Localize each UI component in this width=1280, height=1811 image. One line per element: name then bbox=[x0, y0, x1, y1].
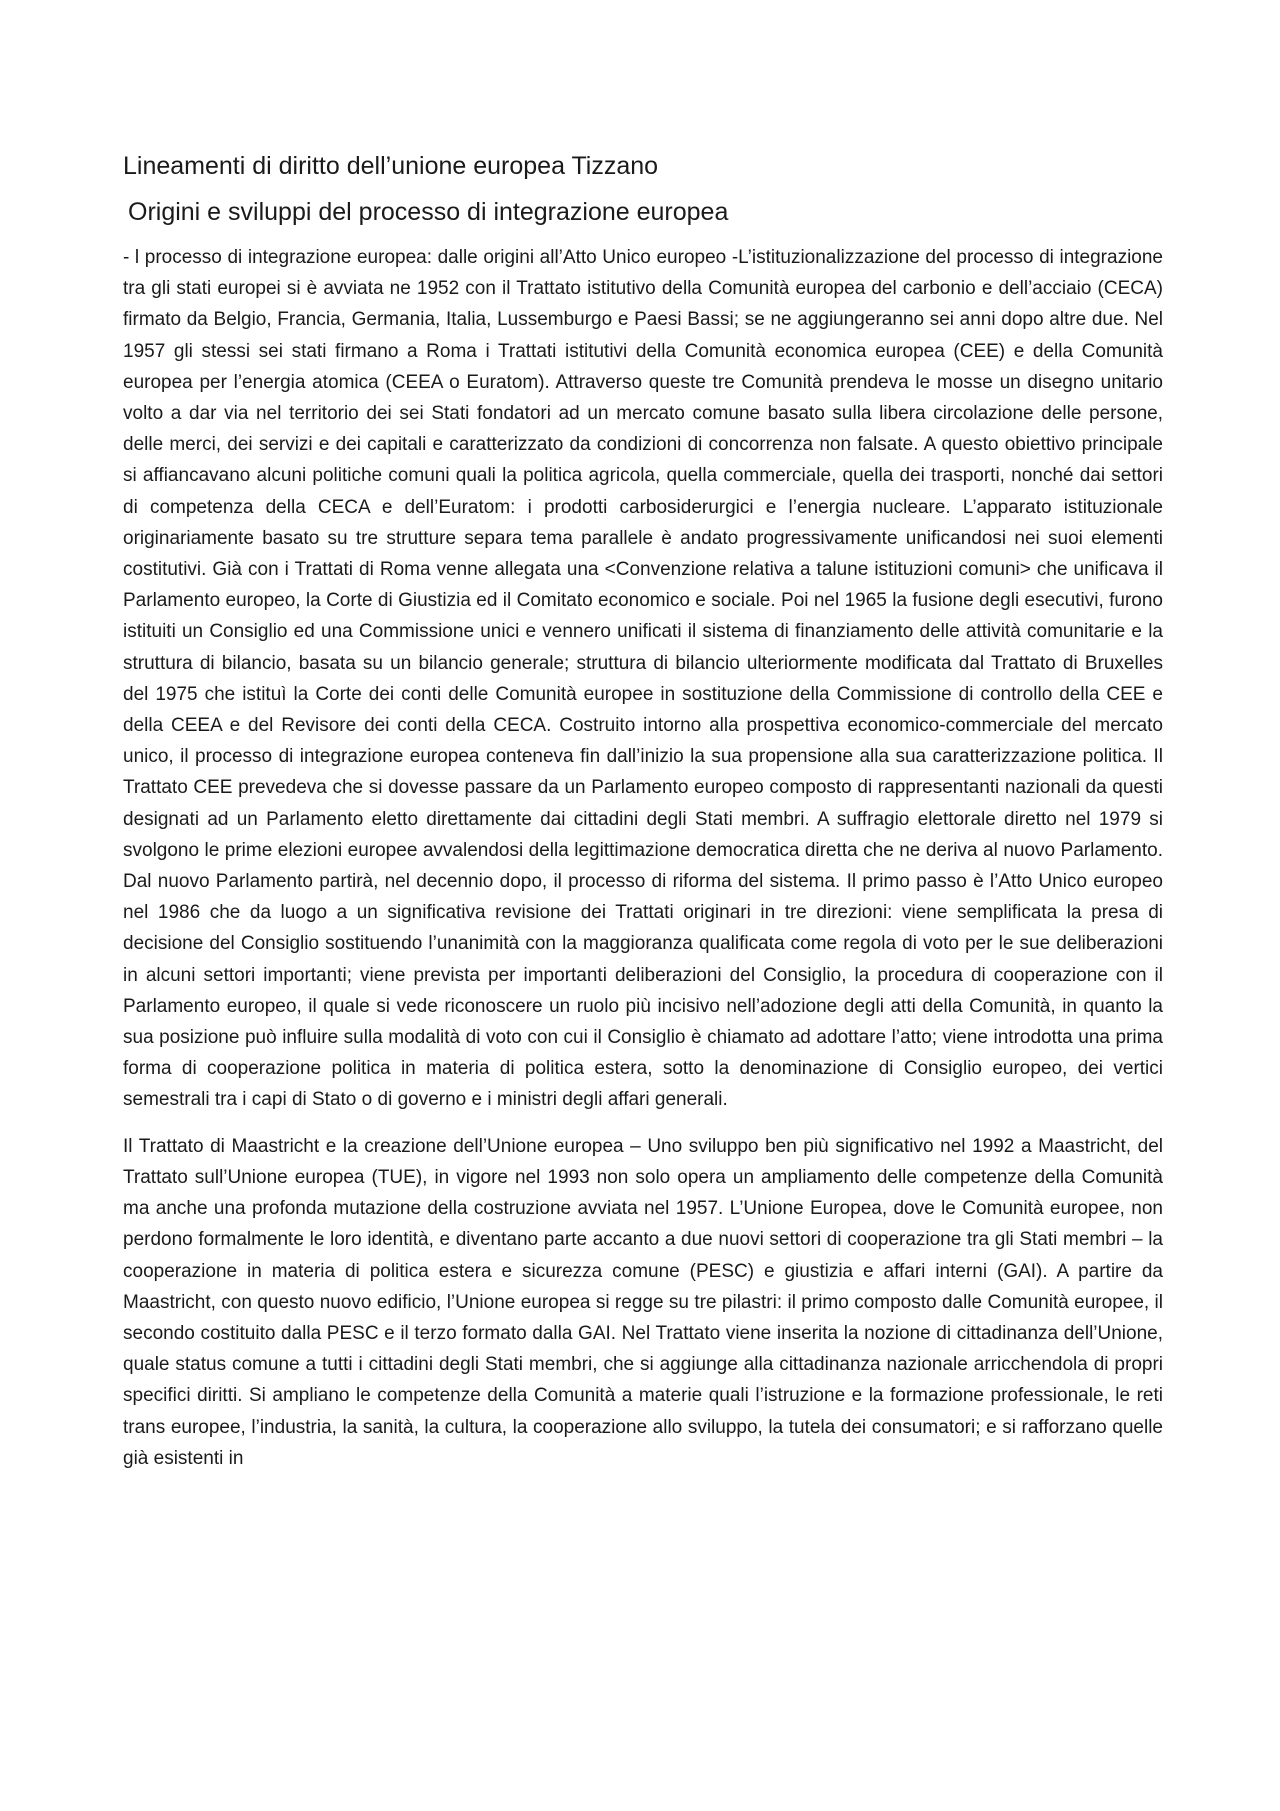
document-subtitle: Origini e sviluppi del processo di integrazione europea bbox=[128, 198, 729, 226]
paragraph-atto-unico: - l processo di integrazione europea: dalle origini all’Atto Unico europeo -L’istituzionalizzazione del processo di integrazione tra gli stati europei si è avviata ne 1952 con il Trattato istitutivo della Comunità europea del carbonio e dell’acciaio (CECA) firmato da Belgio, Francia, Germania, Italia, Lussemburgo e Paesi Bassi; se ne aggiungeranno sei anni dopo altre due. Nel 1957 gli stessi sei stati firmano a Roma i Trattati istitutivi della Comunità economica europea (CEE) e della Comunità europea per l’energia atomica (CEEA o Euratom). Attraverso queste tre Comunità prendeva le mosse un disegno unitario volto a dar via nel territorio dei sei Stati fondatori ad un mercato comune basato sulla libera circolazione delle persone, delle merci, dei servizi e dei capitali e caratterizzato da condizioni di concorrenza non falsate. A questo obiettivo principale si affiancavano alcuni politiche comuni quali la politica agricola, quella commerciale, quella dei trasporti, nonché dai settori di competenza della CECA e dell’Euratom: i prodotti carbosiderurgici e l’energia nucleare. L’apparato istituzionale originariamente basato su tre strutture separa tema parallele è andato progressivamente unificandosi nei suoi elementi costitutivi. Già con i Trattati di Roma venne allegata una <Convenzione relativa a talune istituzioni comuni> che unificava il Parlamento europeo, la Corte di Giustizia ed il Comitato economico e sociale. Poi nel 1965 la fusione degli esecutivi, furono istituiti un Consiglio ed una Commissione unici e vennero unificati il sistema di finanziamento delle attività comunitarie e la struttura di bilancio, basata su un bilancio generale; struttura di bilancio ulteriormente modificata dal Trattato di Bruxelles del 1975 che istituì la Corte dei conti delle Comunità europee in sostituzione della Commissione di controllo della CEE e della CEEA e del Revisore dei conti della CECA. Costruito intorno alla prospettiva economico-commerciale del mercato unico, il processo di integrazione europea conteneva fin dall’inizio la sua propensione alla sua caratterizzazione politica. Il Trattato CEE prevedeva che si dovesse passare da un Parlamento europeo composto di rappresentanti nazionali da questi designati ad un Parlamento eletto direttamente dai cittadini degli Stati membri. A suffragio elettorale diretto nel 1979 si svolgono le prime elezioni europee avvalendosi della legittimazione democratica diretta che ne deriva al nuovo Parlamento. Dal nuovo Parlamento partirà, nel decennio dopo, il processo di riforma del sistema. Il primo passo è l’Atto Unico europeo nel 1986 che da luogo a un significativa revisione dei Trattati originari in tre direzioni: viene semplificata la presa di decisione del Consiglio sostituendo l’unanimità con la maggioranza qualificata come regola di voto per le sue deliberazioni in alcuni settori importanti; viene prevista per importanti deliberazioni del Consiglio, la procedura di cooperazione con il Parlamento europeo, il quale si vede riconoscere un ruolo più incisivo nell’adozione degli atti della Comunità, in quanto la sua posizione può influire sulla modalità di voto con cui il Consiglio è chiamato ad adottare l’atto; viene introdotta una prima forma di cooperazione politica in materia di politica estera, sotto la denominazione di Consiglio europeo, dei vertici semestrali tra i capi di Stato o di governo e i ministri degli affari generali. bbox=[123, 247, 1163, 1111]
document-title: Lineamenti di diritto dell’unione europea Tizzano bbox=[123, 152, 659, 180]
document-page bbox=[123, 150, 1163, 1474]
paragraph-maastricht: Il Trattato di Maastricht e la creazione dell’Unione europea – Uno sviluppo ben più significativo nel 1992 a Maastricht, del Trattato sull’Unione europea (TUE), in vigore nel 1993 non solo opera un ampliamento delle competenze della Comunità ma anche una profonda mutazione della costruzione avviata nel 1957. L’Unione Europea, dove le Comunità europee, non perdono formalmente le loro identità, e diventano parte accanto a due nuovi settori di cooperazione tra gli Stati membri – la cooperazione in materia di politica estera e sicurezza comune (PESC) e giustizia e affari interni (GAI). A partire da Maastricht, con questo nuovo edificio, l’Unione europea si regge su tre pilastri: il primo composto dalle Comunità europee, il secondo costituito dalla PESC e il terzo formato dalla GAI. Nel Trattato viene inserita la nozione di cittadinanza dell’Unione, quale status comune a tutti i cittadini degli Stati membri, che si aggiunge alla cittadinanza nazionale arricchendola di propri specifici diritti. Si ampliano le competenze della Comunità a materie quali l’istruzione e la formazione professionale, le reti trans europee, l’industria, la sanità, la cultura, la cooperazione allo sviluppo, la tutela dei consumatori; e si rafforzano quelle già esistenti in bbox=[123, 1135, 1163, 1469]
